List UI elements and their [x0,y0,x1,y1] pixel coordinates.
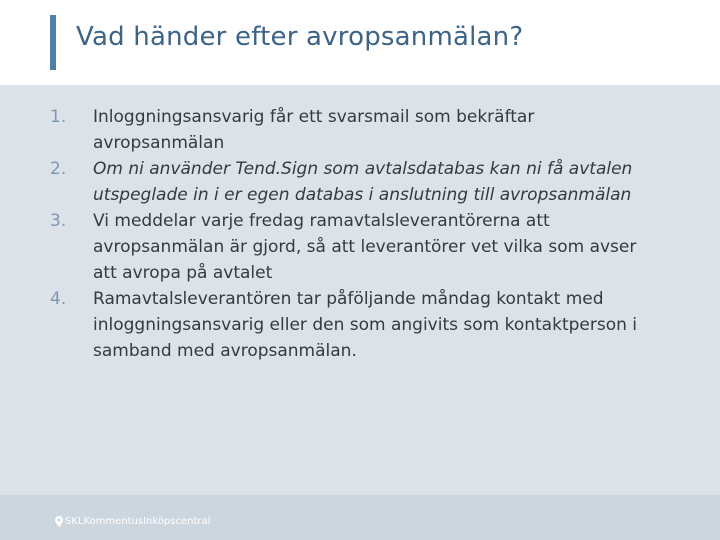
list-item-text: Ramavtalsleverantören tar påföljande måndag kontakt med inloggningsansvarig eller den som angivits som kontaktperson i samband med avropsanmälan. [93,289,638,361]
footer-logo [55,514,210,528]
list-item [50,156,660,208]
list-item-number: 3. [50,211,67,231]
list-item-number: 1. [50,107,67,127]
footer-logo-text: SKLKommentusInköpscentral [65,515,211,527]
list-item-text: Inloggningsansvarig får ett svarsmail som bekräftar avropsanmälan [93,107,535,153]
list-item [50,208,660,286]
list-item-text: Vi meddelar varje fredag ramavtalsleverantörerna att avropsanmälan är gjord, så att leverantörer vet vilka som avser att avropa på avtalet [93,211,637,283]
title-band [0,0,720,85]
title-accent-bar [50,15,56,70]
list-item [50,104,660,156]
numbered-list [50,104,660,364]
list-item-text: Om ni använder Tend.Sign som avtalsdatabas kan ni få avtalen utspeglade in i er egen databas i anslutning till avropsanmälan [93,159,633,205]
list-item [50,286,660,364]
list-item-number: 2. [50,159,67,179]
slide-title: Vad händer efter avropsanmälan? [76,22,524,52]
list-item-number: 4. [50,289,67,309]
location-pin-icon [55,516,63,527]
